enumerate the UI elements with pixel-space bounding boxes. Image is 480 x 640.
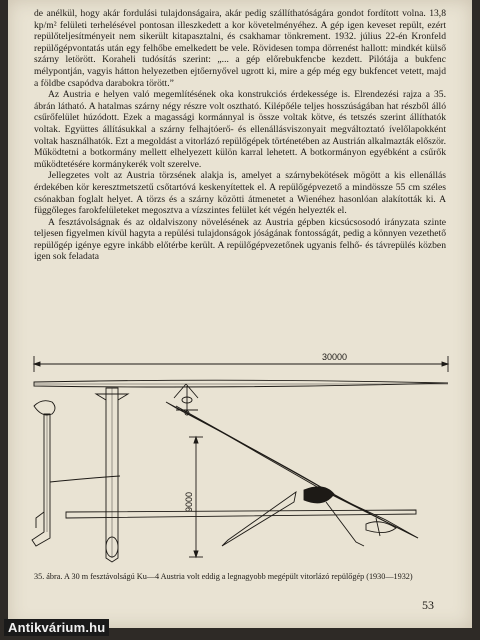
paragraph-1: de anélkül, hogy akár fordulási tulajdonságaira, akár pedig szállíthatóságára gondot fordított volna. 13,8 kp/m² felületi terhelésével pontosan illeszkedett a kor követelményéhez. A gép igen keveset repült, ezért repülőteljesítményeit nem sikerült kitapasztalni, és csakhamar tönkrement. 1932. július 22-én Kronfeld repülőgépvontatás után egy felhőbe emelkedett be vele. Rövidesen tompa dörrenést hallott: mindkét külső szárny letörött. Koraheli tudósítás szerint: „... a gép előrebukfencbe kezdett. Pilótája a bukfenc mélypontján, vagyis hátton helyezetben ejtőernyővel ugrott ki, mire a gép még egy bukfencet vetett, majd a földbe csapódva darabokra törött.” bbox=[34, 8, 446, 89]
span-label: 30000 bbox=[322, 352, 348, 362]
paragraph-3: Jellegzetes volt az Austria törzsének alakja is, amelyet a szárnybekötések mögött a kis ellenállás érdekében kör keresztmetszetű csőtartóvá keskenyítettek el. A repülőgépvezető a mindössze 55 cm széles csónakban foglalt helyet. A törzs és a szárny közötti átmenetet a Wienéhez hasonlóan alakították ki. A függőleges farokfelületeket megosztva a vízszintes felület két végén helyezték el. bbox=[34, 170, 446, 217]
perspective-view bbox=[166, 402, 418, 546]
figure-caption bbox=[34, 572, 446, 583]
body-text bbox=[34, 8, 446, 263]
book-page bbox=[8, 0, 472, 628]
caption-label: 35. ábra. bbox=[34, 572, 63, 581]
paragraph-4: A fesztávolságnak és az oldalviszony növelésének az Austria gépben kicsúcsosodó irányzata szinte teljesen figyelmen kívül hagyta a repülési tulajdonságok jóságának fontosságát, pedig a könnyen vezethető repülőgép igénye egyre inkább előtérbe került. A repülőgépvezetőnek ugyanis felhő- és távrepülés közben igen sok feladata bbox=[34, 216, 446, 263]
paragraph-2: Az Austria e helyen való megemlítésének oka konstrukciós érdekessége is. Elrendezési rajza a 35. ábrán látható. A hatalmas szárny négy részre volt osztható. Kilépőéle teljes hosszúságában hat részből álló csűrőfelület húzódott. Ezek a magassági kormánnyal is össze voltak kötve, és tetszés szerint állíthatók voltak. Együttes állításukkal a szárny felhajtóerő- és ellenállásviszonyait megváltoztató ívelőlapokként voltak használhatók. Ezt a megoldást a vitorlázó repülőgépek történetében az Austrián alkalmazták először. Működtetni a botkormány mellett elhelyezett külön karral lehetett. A botkormányon egyébként a csűrők működtetésére kormánykerék volt szerelve. bbox=[34, 89, 446, 170]
caption-text: A 30 m fesztávolságú Ku—4 Austria volt eddig a legnagyobb megépült vitorlázó repülőgép (1930—1932) bbox=[64, 572, 413, 581]
front-view bbox=[34, 380, 448, 415]
watermark-logo: Antikvárium.hu bbox=[4, 619, 109, 636]
height-dimension bbox=[184, 437, 203, 557]
height-label: 9000 bbox=[184, 491, 194, 512]
span-dimension bbox=[34, 352, 448, 372]
page-number: 53 bbox=[422, 598, 434, 612]
glider-drawing bbox=[26, 342, 456, 572]
side-view bbox=[32, 401, 120, 546]
plan-view bbox=[66, 388, 416, 562]
